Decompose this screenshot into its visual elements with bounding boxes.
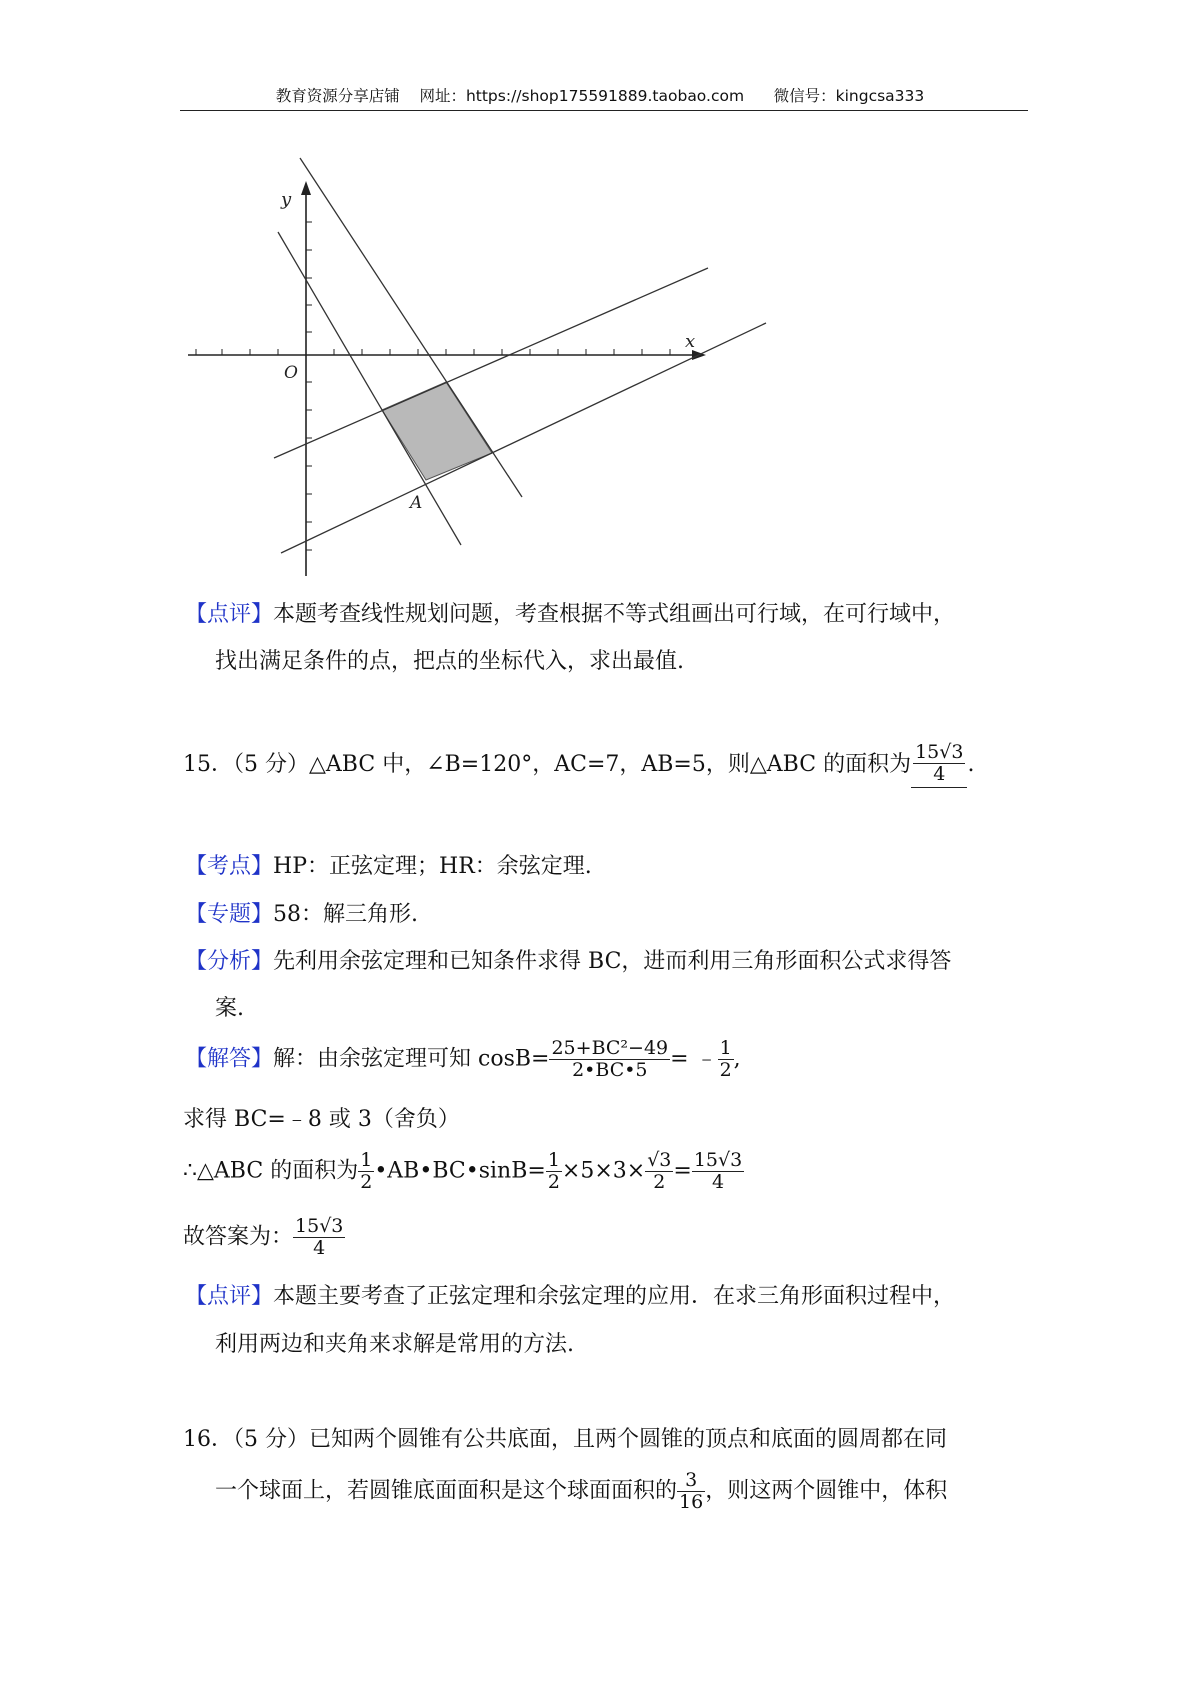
cos-denominator: 2•BC•5	[549, 1059, 670, 1081]
q16-line1: 16．（5 分）已知两个圆锥有公共底面，且两个圆锥的顶点和底面的圆周都在同	[183, 1427, 947, 1452]
y-ticks	[306, 222, 312, 550]
area-half-denominator: 2	[360, 1170, 373, 1193]
comment-text: 本题考查线性规划问题，考查根据不等式组画出可行域，在可行域中，	[273, 602, 956, 627]
q16-fraction	[677, 1470, 705, 1513]
area-half2-denominator: 2	[547, 1170, 560, 1193]
q15-answer-fraction	[913, 742, 965, 785]
page-header	[0, 84, 1200, 106]
boundary-line-3	[274, 268, 708, 458]
final-answer-fraction	[293, 1216, 345, 1259]
fenxi-text: 先利用余弦定理和已知条件求得 BC，进而利用三角形面积公式求得答	[273, 949, 952, 974]
x-ticks	[196, 349, 670, 355]
q15-stem-text: 15．（5 分）△ABC 中，∠B=120°，AC=7，AB=5，则△ABC 的面积为	[183, 751, 912, 777]
area-half-numerator: 1	[360, 1149, 373, 1171]
y-axis-label: y	[281, 189, 292, 210]
q15-kaodian	[185, 852, 592, 882]
wechat-label: 微信号：	[773, 87, 836, 105]
final-denominator: 4	[293, 1237, 345, 1259]
answer-numerator: 15√3	[915, 741, 964, 763]
q15-answer-blank	[911, 742, 967, 788]
cos-numerator: 25+BC²−49	[551, 1037, 669, 1059]
answer-label: 故答案为：	[183, 1224, 294, 1250]
feasible-region	[382, 382, 492, 480]
cos-eq: = ﹣	[670, 1046, 718, 1072]
q15-jieda	[185, 1038, 741, 1081]
wechat-id: kingcsa333	[835, 87, 925, 105]
q15-stem	[183, 742, 974, 788]
sqrt3-numerator: √3	[647, 1149, 672, 1171]
jieda-tag: 【解答】	[185, 1046, 274, 1072]
q15-end: .	[967, 751, 975, 777]
q16-line2-suffix: ，则这两个圆锥中，体积	[705, 1478, 948, 1504]
point-a-label: A	[410, 493, 423, 513]
kaodian-tag: 【考点】	[185, 854, 274, 879]
q15-answer-line	[183, 1216, 345, 1259]
area-half-fraction-2	[546, 1150, 562, 1193]
area-result-numerator: 15√3	[693, 1149, 743, 1171]
cos-fraction	[549, 1038, 670, 1081]
shop-name: 教育资源分享店铺	[275, 87, 400, 105]
final-numerator: 15√3	[295, 1215, 344, 1237]
area-eq: =	[673, 1158, 692, 1184]
area-prefix: ∴△ABC 的面积为	[183, 1158, 359, 1184]
boundary-line-4	[281, 323, 766, 553]
fenxi-tag: 【分析】	[185, 949, 274, 974]
q15-comment-line1	[185, 1282, 955, 1312]
area-mid: •AB•BC•sinB=	[374, 1158, 546, 1184]
q15-bc-result: 求得 BC=﹣8 或 3（舍负）	[183, 1107, 460, 1132]
half-numerator: 1	[719, 1037, 732, 1059]
q16-line2-prefix: 一个球面上，若圆锥底面面积是这个球面面积的	[215, 1478, 678, 1504]
q15-fenxi-line1	[185, 947, 951, 977]
half-fraction	[718, 1038, 734, 1081]
area-half-fraction	[358, 1150, 374, 1193]
q15-fenxi-line2: 案.	[215, 996, 244, 1021]
jieda-prefix: 解：由余弦定理可知 cosB=	[273, 1046, 550, 1072]
area-result-denominator: 4	[692, 1171, 744, 1193]
y-axis-arrow	[301, 181, 311, 195]
q14-comment-line2: 找出满足条件的点，把点的坐标代入，求出最值.	[215, 649, 684, 674]
origin-label: O	[284, 363, 298, 383]
x-axis-label: x	[685, 331, 696, 352]
shop-url: https://shop175591889.taobao.com	[465, 87, 745, 105]
area-mult: ×5×3×	[561, 1158, 646, 1184]
half-denominator: 2	[719, 1058, 732, 1081]
kaodian-text: HP：正弦定理；HR：余弦定理.	[273, 854, 592, 879]
sqrt3-denominator: 2	[645, 1171, 673, 1193]
q15-comment-line2: 利用两边和夹角来求解是常用的方法.	[215, 1332, 574, 1357]
header-rule	[180, 110, 1028, 111]
q15-area-line	[183, 1150, 744, 1193]
zhuanti-tag: 【专题】	[185, 902, 274, 927]
q15-comment-tag: 【点评】	[185, 1284, 274, 1309]
comment-tag: 【点评】	[185, 602, 274, 627]
feasible-region-figure	[180, 150, 780, 590]
area-result-fraction	[692, 1150, 744, 1193]
q16-denominator: 16	[679, 1490, 704, 1513]
zhuanti-text: 58：解三角形.	[273, 902, 419, 927]
q14-comment-line1	[185, 600, 955, 630]
sqrt3-half-fraction	[645, 1150, 673, 1193]
q15-zhuanti	[185, 900, 418, 930]
comma: ,	[733, 1046, 741, 1072]
area-half2-numerator: 1	[547, 1149, 560, 1171]
url-label: 网址：	[419, 87, 466, 105]
q16-line2	[215, 1470, 947, 1513]
q15-comment-text: 本题主要考查了正弦定理和余弦定理的应用．在求三角形面积过程中，	[273, 1284, 956, 1309]
q16-numerator: 3	[685, 1469, 698, 1491]
answer-denominator: 4	[913, 763, 965, 785]
